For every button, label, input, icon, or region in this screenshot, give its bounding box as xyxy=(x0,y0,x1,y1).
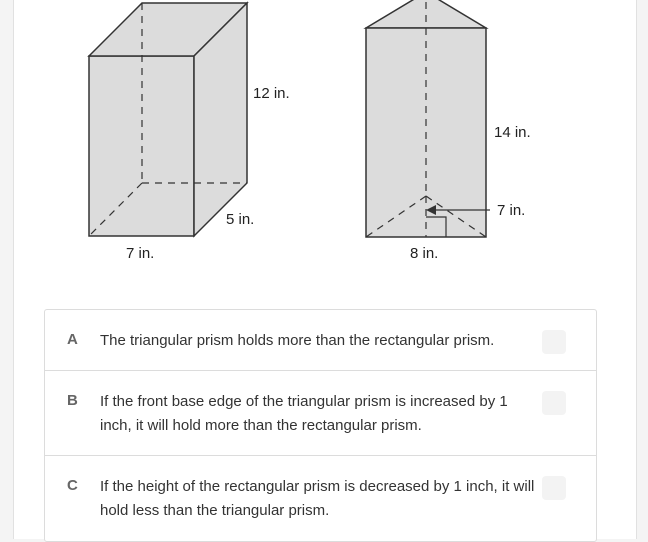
choice-a-checkbox[interactable] xyxy=(542,330,566,354)
rect-width-label: 7 in. xyxy=(126,245,155,262)
choice-a[interactable] xyxy=(45,310,596,371)
choice-b-checkbox[interactable] xyxy=(542,391,566,415)
choice-c-letter: C xyxy=(67,477,78,494)
tri-base-label: 8 in. xyxy=(410,245,439,262)
rect-depth-label: 5 in. xyxy=(226,211,255,228)
answer-choices xyxy=(44,309,597,542)
triangular-prism xyxy=(366,0,531,262)
choice-a-letter: A xyxy=(67,331,78,348)
choice-b-text: If the front base edge of the triangular prism is increased by 1 inch, it will hold more than the rectangular prism. xyxy=(100,393,508,434)
rect-height-label: 12 in. xyxy=(253,85,290,102)
choice-b-letter: B xyxy=(67,392,78,409)
choice-c-checkbox[interactable] xyxy=(542,476,566,500)
choice-a-text: The triangular prism holds more than the rectangular prism. xyxy=(100,332,495,349)
tri-triangle-height-label: 7 in. xyxy=(497,202,526,219)
choice-c[interactable] xyxy=(45,456,596,541)
tri-height-label: 14 in. xyxy=(494,124,531,141)
choice-b[interactable] xyxy=(45,371,596,456)
choice-c-text: If the height of the rectangular prism is decreased by 1 inch, it will hold less than the triangular prism. xyxy=(100,478,535,519)
rectangular-prism xyxy=(89,3,290,262)
